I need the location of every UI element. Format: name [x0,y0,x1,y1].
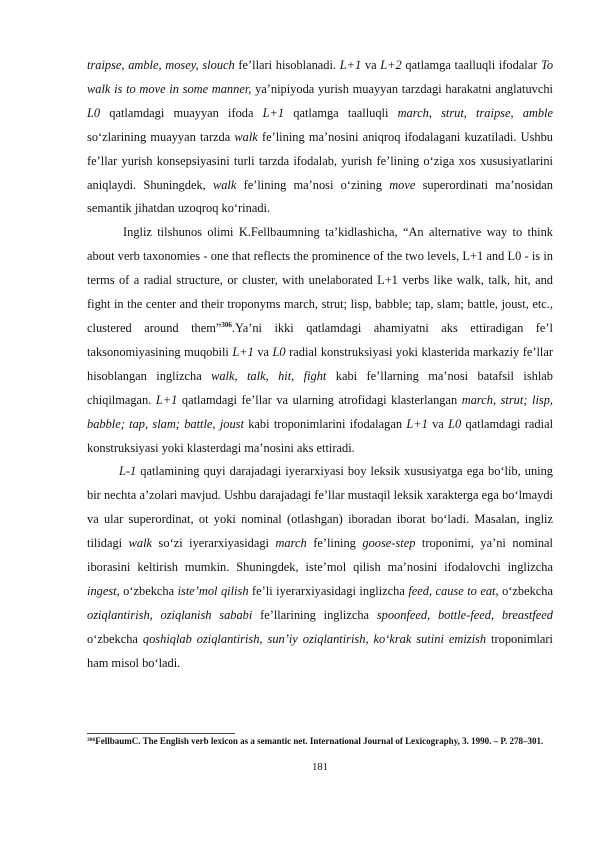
footnote-text: FellbaumC. The English verb lexicon as a semantic net. International Journal of Lexicography, 3. 1990. – P. 278–301. [95,736,544,746]
text: qatlamdagi radial konstruksiyasi yoki klasterdagi ma’nosini aks ettiradi. [87,416,554,455]
text: qatlamga taalluqli [284,105,398,120]
example-verbs: walk, talk, hit, fight [211,368,327,383]
level-label: L+1 [232,344,254,359]
text: qatlamdagi fe’llar va ularning atrofidagi klasterlangan [177,392,462,407]
footnote-divider [87,733,235,734]
text: .Ya’ni ikki qatlamdagi ahamiyatni aks ettiradigan fe’l taksonomiyasining muqobili [87,320,553,359]
paragraph-2 [87,221,553,460]
example-verb: walk [128,536,153,551]
text: fe’li iyerarxiyasidagi inglizcha [248,583,409,598]
level-label: L0 [272,344,286,359]
example-verb: goose-step [362,536,416,551]
example-verbs: traipse, amble, mosey, slouch [87,58,235,72]
footnote-number: 306 [87,737,96,743]
text: o‘zbekcha [87,631,143,646]
text: troponimi, ya’ni nominal iborasini keltirish mumkin. Shuningdek, iste’mol qilish ma’nosini ifodalovchi inglizcha [87,536,553,575]
text: o‘zbekcha [498,583,553,598]
example-verb: ingest, [87,583,120,598]
paragraph-1 [87,54,553,221]
level-label: L+2 [380,58,402,72]
level-label: L0 [448,416,462,431]
page-number: 181 [312,762,328,773]
level-label: L+1 [406,416,428,431]
example-verbs: march, strut; lisp, babble; tap, slam; battle, joust [87,392,553,431]
paragraph-3 [87,460,553,675]
level-label: L+1 [262,105,285,120]
level-label: L+1 [339,58,362,72]
text: o‘zbekcha [119,583,178,598]
text: va [427,416,449,431]
text: qatlamga taalluqli ifodalar [401,58,542,72]
example-verbs: spoonfeed, bottle-feed, breastfeed [376,607,553,622]
footnote-reference[interactable]: 306 [221,320,232,329]
text: fe’lining ma’nosi o‘zining [236,177,390,192]
example-verbs: oziqlantirish, oziqlanish sababi [87,607,253,622]
text: fe’lining [306,536,363,551]
example-verbs: qoshiqlab oziqlantirish, sun’iy oziqlantirish, ko‘krak sutini emizish [142,631,487,646]
text: fe’llarining inglizcha [252,607,377,622]
text: ya’nipiyoda yurish muayyan tarzdagi harakatni anglatuvchi [251,81,553,96]
page-body [87,54,553,676]
example-verb: iste’mol qilish [177,583,249,598]
level-label: L-1 [119,464,137,479]
text: troponimlari ham misol bo‘ladi. [87,631,553,670]
example-phrase: To walk is to move in some manner, [87,58,554,96]
level-label: L0 [87,105,101,120]
text: fe’llari hisoblanadi. [234,58,340,72]
text: qatlamdagi muayyan ifoda [100,105,263,120]
text: kabi troponimlarini ifodalagan [243,416,407,431]
example-verb: walk [234,129,258,144]
example-verbs: march, strut, traipse, amble [397,105,553,120]
level-label: L+1 [155,392,178,407]
quotation: Ingliz tilshunos olimi K.Fellbaumning ta’kidlashicha, “An alternative way to think about verb taxonomies - one that reflects the prominence of the two levels, L+1 and L0 - is in terms of a radial structure, or cluster, with unelaborated L+1 verbs like walk, talk, hit, and fight in the center and their troponyms march, strut; lisp, babble; tap, slam; battle, joust, etc., clustered around them” [87,225,553,335]
example-verbs: feed, cause to eat, [408,583,499,598]
footnote [87,735,553,747]
text: va [253,344,273,359]
text: superordinati ma’nosidan semantik jihatdan uzoqroq ko‘rinadi. [87,177,553,216]
example-verb: march [275,536,307,551]
text: so‘zi iyerarxiyasidagi [152,536,276,551]
example-verb: walk [212,177,237,192]
example-verb: move [389,177,416,192]
text: qatlamining quyi darajadagi iyerarxiyasi boy leksik xususiyatga ega bo‘lib, uning bir nechta a’zolari mavjud. Ushbu darajadagi fe’llar mustaqil leksik xarakterga ega bo‘lmaydi va ular superordinat, ot yoki nominal (otlashgan) iboradan iborat bo‘ladi. Masalan, ingliz tilidagi [87,464,553,551]
text: so‘zlarining muayyan tarzda [87,129,235,144]
text: radial konstruksiyasi yoki klasterida markaziy fe’llar hisoblangan inglizcha [87,344,553,383]
text: va [361,58,381,72]
text: kabi fe’llarning ma’nosi batafsil ishlab chiqilmagan. [87,368,553,407]
text: fe’lining ma’nosini aniqroq ifodalagani kuzatiladi. Ushbu fe’llar yurish konsepsiyasini turli tarzda ifodalab, yurish fe’lining o‘ziga xos xususiyatlarini aniqlaydi. Shuningdek, [87,129,554,192]
